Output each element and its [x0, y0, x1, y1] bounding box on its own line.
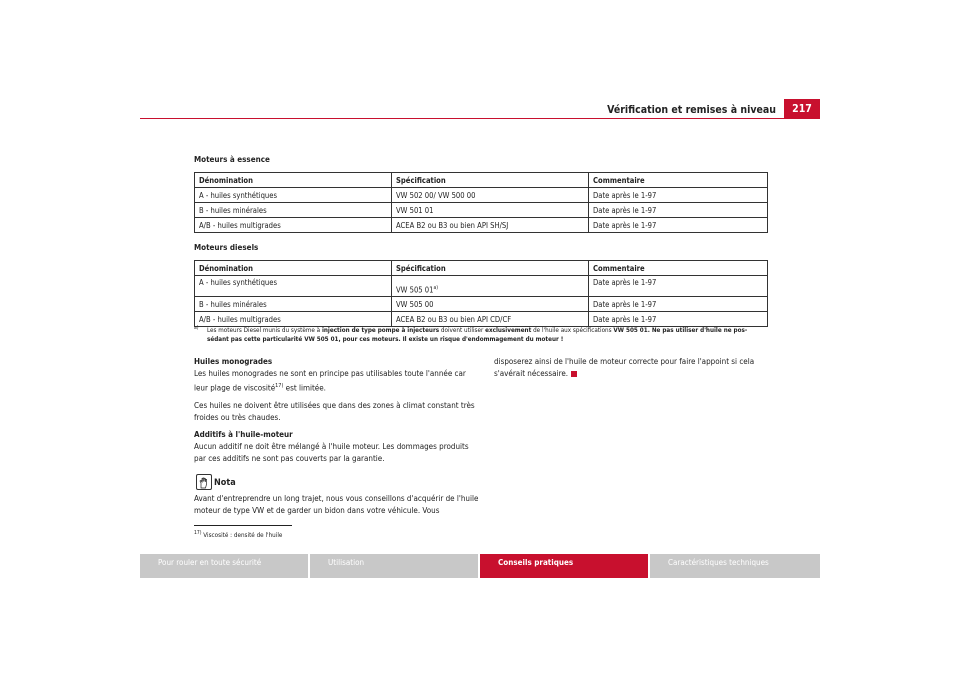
table-row	[195, 312, 768, 327]
table-row	[195, 218, 768, 233]
note-hand-icon	[196, 474, 212, 490]
footnote-ref-a: a)	[433, 285, 439, 292]
footnote-mark: 17)	[194, 530, 202, 536]
text: est limitée.	[283, 383, 326, 393]
cell-text: VW 505 01	[396, 286, 434, 295]
diesel-oil-table	[194, 260, 768, 327]
table-cell: ACEA B2 ou B3 ou bien API SH/SJ	[392, 218, 589, 233]
footnote-part: de l'huile aux spécifications	[531, 327, 614, 334]
footer-tab-usage[interactable]	[310, 554, 478, 578]
tab-label: Caractéristiques techniques	[668, 558, 769, 567]
chapter-title: Vérification et remises à niveau	[607, 104, 776, 116]
table-cell	[392, 276, 589, 297]
footer-tab-practical-tips[interactable]	[480, 554, 648, 578]
paragraph: Aucun additif ne doit être mélangé à l'huile moteur. Les dommages produits par ces additifs ne sont pas couverts par la garantie.	[194, 441, 469, 463]
table-row	[195, 297, 768, 312]
footnote-part: doivent utiliser	[439, 327, 486, 334]
header-rule	[140, 118, 820, 119]
tab-label: Pour rouler en toute sécurité	[158, 558, 262, 567]
column-header: Spécification	[392, 173, 589, 188]
table-cell: Date après le 1-97	[589, 203, 768, 218]
text: Les huiles monogrades ne sont en principe pas utilisables toute l'année car leur plage de viscosité	[194, 369, 466, 393]
footer-tab-safety[interactable]	[140, 554, 308, 578]
heading-additives: Additifs à l'huile-moteur	[194, 429, 293, 439]
column-header: Commentaire	[589, 173, 768, 188]
table-cell: ACEA B2 ou B3 ou bien API CD/CF	[392, 312, 589, 327]
table-cell: A - huiles synthétiques	[195, 188, 392, 203]
footnote-17	[194, 530, 282, 539]
table-cell: VW 502 00/ VW 500 00	[392, 188, 589, 203]
tab-label: Conseils pratiques	[498, 558, 574, 567]
table-cell: Date après le 1-97	[589, 276, 768, 297]
footnote-a	[194, 326, 768, 344]
footnote-bold: VW 505 01. Ne pas utiliser d'huile ne pos-sédant pas cette particularité VW 505 01, pour ces moteurs. Il existe un risque d'endommagement du moteur !	[207, 327, 748, 343]
petrol-oil-table	[194, 172, 768, 233]
table-cell: A - huiles synthétiques	[195, 276, 392, 297]
table-cell: Date après le 1-97	[589, 188, 768, 203]
paragraph	[194, 368, 480, 395]
table-cell: Date après le 1-97	[589, 297, 768, 312]
table-cell: B - huiles minérales	[195, 203, 392, 218]
section-title-petrol: Moteurs à essence	[194, 155, 270, 164]
column-header: Commentaire	[589, 261, 768, 276]
table-cell: A/B - huiles multigrades	[195, 218, 392, 233]
end-of-section-marker	[571, 371, 577, 377]
section-title-diesel: Moteurs diesels	[194, 243, 259, 252]
footnote-rule	[194, 525, 292, 526]
nota-text	[194, 493, 480, 522]
table-cell: B - huiles minérales	[195, 297, 392, 312]
table-cell: A/B - huiles multigrades	[195, 312, 392, 327]
paragraph: disposerez ainsi de l'huile de moteur correcte pour faire l'appoint si cela s'avérait nécessaire.	[494, 357, 755, 378]
body-column-left	[194, 356, 480, 470]
table-cell: VW 505 00	[392, 297, 589, 312]
table-row	[195, 276, 768, 297]
tab-label: Utilisation	[328, 558, 365, 567]
column-header: Dénomination	[195, 261, 392, 276]
footnote-ref-17: 17)	[275, 383, 284, 389]
column-header: Dénomination	[195, 173, 392, 188]
footnote-mark: a)	[194, 325, 199, 331]
table-row	[195, 188, 768, 203]
footnote-bold: injection de type pompe à injecteurs	[321, 327, 440, 334]
table-cell: Date après le 1-97	[589, 218, 768, 233]
table-cell: VW 501 01	[392, 203, 589, 218]
paragraph: Avant d'entreprendre un long trajet, nous vous conseillons d'acquérir de l'huile moteur de type VW et de garder un bidon dans votre véhicule. Vous	[194, 494, 479, 515]
paragraph: Ces huiles ne doivent être utilisées que dans des zones à climat constant très froides ou très chaudes.	[194, 400, 475, 422]
footnote-bold: exclusivement	[485, 327, 532, 334]
nota-label: Nota	[214, 478, 236, 488]
footnote-text: Viscosité : densité de l'huile	[203, 532, 283, 540]
note-hand-icon-svg	[197, 476, 211, 490]
footer-tab-technical[interactable]	[650, 554, 820, 578]
table-row	[195, 203, 768, 218]
footnote-part: Les moteurs Diesel munis du système à	[207, 327, 322, 334]
table-header-row	[195, 173, 768, 188]
page-number: 217	[784, 99, 820, 119]
heading-monograde: Huiles monogrades	[194, 357, 273, 366]
table-header-row	[195, 261, 768, 276]
column-header: Spécification	[392, 261, 589, 276]
table-cell: Date après le 1-97	[589, 312, 768, 327]
footnote-text	[194, 326, 768, 344]
body-column-right	[494, 356, 774, 380]
